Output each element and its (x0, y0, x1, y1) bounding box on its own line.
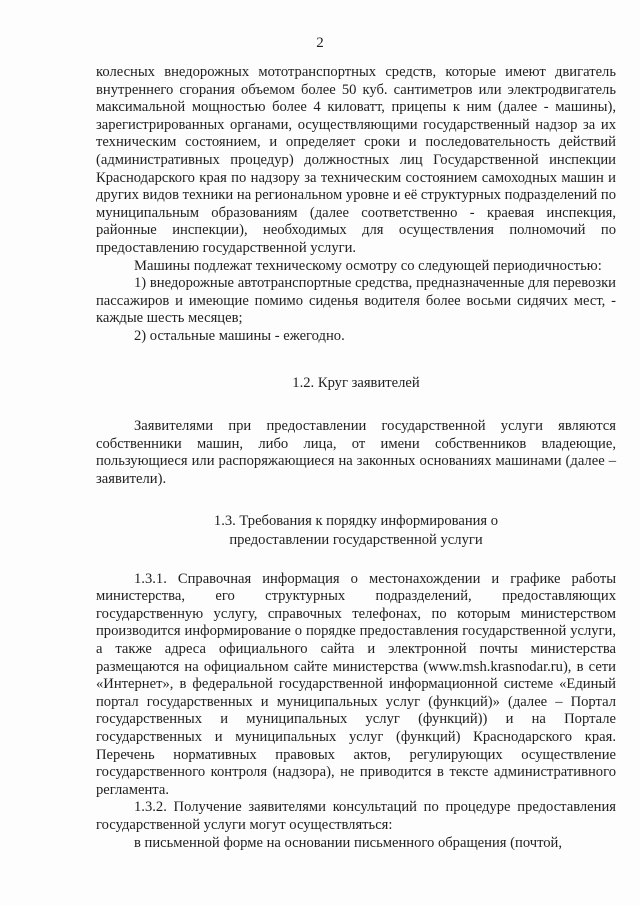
list-item-offroad-vehicles: 1) внедорожные автотранспортные средства, предназначенные для перевозки пассажиров и имеющие помимо сиденья водителя более восьми сидячих мест, - каждые шесть месяцев; (96, 275, 616, 327)
paragraph-reference-information: 1.3.1. Справочная информация о местонахождении и графике работы министерства, его структурных подразделений, предоставляющих государственную услугу, справочных телефонах, по которым министерством производится информирование о порядке предоставления государственной услуги, а также адреса официального сайта и электронной почты министерства размещаются на официальном сайте министерства (www.msh.krasnodar.ru), в сети «Интернет», в федеральной государственной информационной системе «Единый портал государственных и муниципальных услуг (функций)» (далее – Портал государственных и муниципальных услуг (функций)) и на Портале государственных и муниципальных услуг (функций) Краснодарского края. Перечень нормативных правовых актов, регулирующих осуществление государственного контроля (надзора), не приводится в тексте административного регламента. (96, 570, 616, 798)
paragraph-applicants: Заявителями при предоставлении государственной услуги являются собственники машин, либо лица, от имени собственников владеющие, пользующиеся или распоряжающиеся на законных основаниях машинами (далее – заявители). (96, 418, 616, 487)
paragraph-inspection-periodicity: Машины подлежат техническому осмотру со следующей периодичностью: (134, 257, 602, 274)
section-heading-informing-line2: предоставлении государственной услуги (229, 532, 483, 549)
paragraph-written-form: в письменной форме на основании письменного обращения (почтой, (134, 834, 563, 851)
document-body (96, 64, 616, 852)
section-heading-applicants: 1.2. Круг заявителей (292, 374, 420, 391)
paragraph-consultations: 1.3.2. Получение заявителями консультаций по процедуре предоставления государственной услуги могут осуществляться: (96, 799, 616, 833)
page-number: 2 (316, 35, 324, 51)
paragraph-scope-continued: колесных внедорожных мототранспортных средств, которые имеют двигатель внутреннего сгорания объемом более 50 куб. сантиметров или электродвигатель максимальной мощностью более 4 киловатт, прицепы к ним (далее - машины), зарегистрированных органами, осуществляющими государственный надзор за их техническим состоянием, и определяет сроки и последовательность действий (административных процедур) должностных лиц Государственной инспекции Краснодарского края по надзору за техническим состоянием самоходных машин и других видов техники на региональном уровне и её структурных подразделений по муниципальным образованиям (далее соответственно - краевая инспекция, районные инспекции), необходимых для осуществления полномочий по предоставлению государственной услуги. (96, 64, 616, 256)
list-item-other-machines: 2) остальные машины - ежегодно. (134, 327, 345, 344)
section-heading-informing-line1: 1.3. Требования к порядку информирования о (213, 513, 499, 530)
